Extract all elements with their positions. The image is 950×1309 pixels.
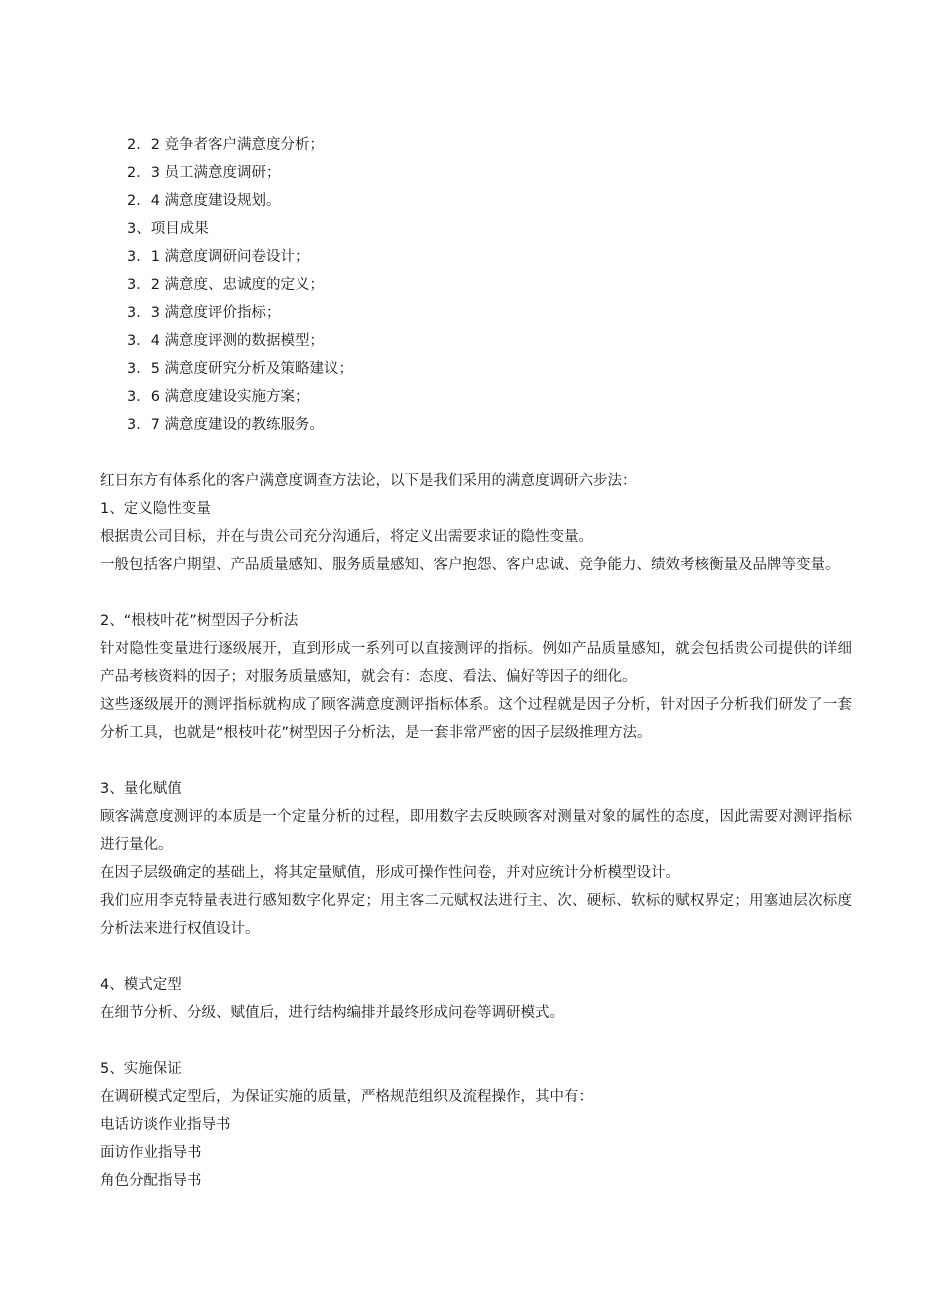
step1-heading: 1、定义隐性变量 bbox=[100, 501, 211, 517]
list-item: 2．2 竞争者客户满意度分析； bbox=[127, 137, 325, 153]
step5-paragraph: 在调研模式定型后，为保证实施的质量，严格规范组织及流程操作，其中有： bbox=[100, 1089, 593, 1105]
paragraph-gap bbox=[100, 579, 852, 607]
paragraph-gap bbox=[100, 747, 852, 775]
intro-paragraph: 红日东方有体系化的客户满意度调查方法论，以下是我们采用的满意度调研六步法： bbox=[100, 473, 637, 489]
section-heading: 3、项目成果 bbox=[127, 221, 209, 237]
list-item: 3．1 满意度调研问卷设计； bbox=[127, 249, 310, 265]
list-item: 3．2 满意度、忠诚度的定义； bbox=[127, 277, 325, 293]
list-item: 3．4 满意度评测的数据模型； bbox=[127, 333, 325, 349]
step2-heading: 2、“根枝叶花”树型因子分析法 bbox=[100, 613, 299, 629]
paragraph-gap bbox=[100, 439, 852, 467]
list-item: 3．3 满意度评价指标； bbox=[127, 305, 281, 321]
step3-paragraph: 顾客满意度测评的本质是一个定量分析的过程，即用数字去反映顾客对测量对象的属性的态度，因此需要对测评指标进行量化。 bbox=[100, 809, 852, 853]
list-item: 3．7 满意度建设的教练服务。 bbox=[127, 417, 325, 433]
list-item: 3．6 满意度建设实施方案； bbox=[127, 389, 310, 405]
guide-item: 电话访谈作业指导书 bbox=[100, 1117, 231, 1133]
step4-paragraph: 在细节分析、分级、赋值后，进行结构编排并最终形成问卷等调研模式。 bbox=[100, 1005, 564, 1021]
step3-heading: 3、量化赋值 bbox=[100, 781, 182, 797]
step3-paragraph: 在因子层级确定的基础上，将其定量赋值，形成可操作性问卷，并对应统计分析模型设计。 bbox=[100, 865, 680, 881]
step1-paragraph: 一般包括客户期望、产品质量感知、服务质量感知、客户抱怨、客户忠诚、竞争能力、绩效考核衡量及品牌等变量。 bbox=[100, 557, 840, 573]
outcome-list bbox=[100, 131, 852, 439]
step2-paragraph: 这些逐级展开的测评指标就构成了顾客满意度测评指标体系。这个过程就是因子分析，针对因子分析我们研发了一套分析工具，也就是“根枝叶花”树型因子分析法，是一套非常严密的因子层级推理方法。 bbox=[100, 697, 852, 741]
step1-paragraph: 根据贵公司目标，并在与贵公司充分沟通后，将定义出需要求证的隐性变量。 bbox=[100, 529, 593, 545]
list-item: 3．5 满意度研究分析及策略建议； bbox=[127, 361, 354, 377]
guide-item: 面访作业指导书 bbox=[100, 1145, 202, 1161]
step5-heading: 5、实施保证 bbox=[100, 1061, 182, 1077]
list-item: 2．3 员工满意度调研； bbox=[127, 165, 281, 181]
paragraph-gap bbox=[100, 1027, 852, 1055]
guide-item: 角色分配指导书 bbox=[100, 1173, 202, 1189]
step2-paragraph: 针对隐性变量进行逐级展开，直到形成一系列可以直接测评的指标。例如产品质量感知，就会包括贵公司提供的详细产品考核资料的因子；对服务质量感知，就会有：态度、看法、偏好等因子的细化。 bbox=[100, 641, 852, 685]
paragraph-gap bbox=[100, 943, 852, 971]
document-body bbox=[100, 131, 852, 1195]
list-item: 2．4 满意度建设规划。 bbox=[127, 193, 281, 209]
step4-heading: 4、模式定型 bbox=[100, 977, 182, 993]
step3-paragraph: 我们应用李克特量表进行感知数字化界定；用主客二元赋权法进行主、次、硬标、软标的赋权界定；用塞迪层次标度分析法来进行权值设计。 bbox=[100, 893, 852, 937]
